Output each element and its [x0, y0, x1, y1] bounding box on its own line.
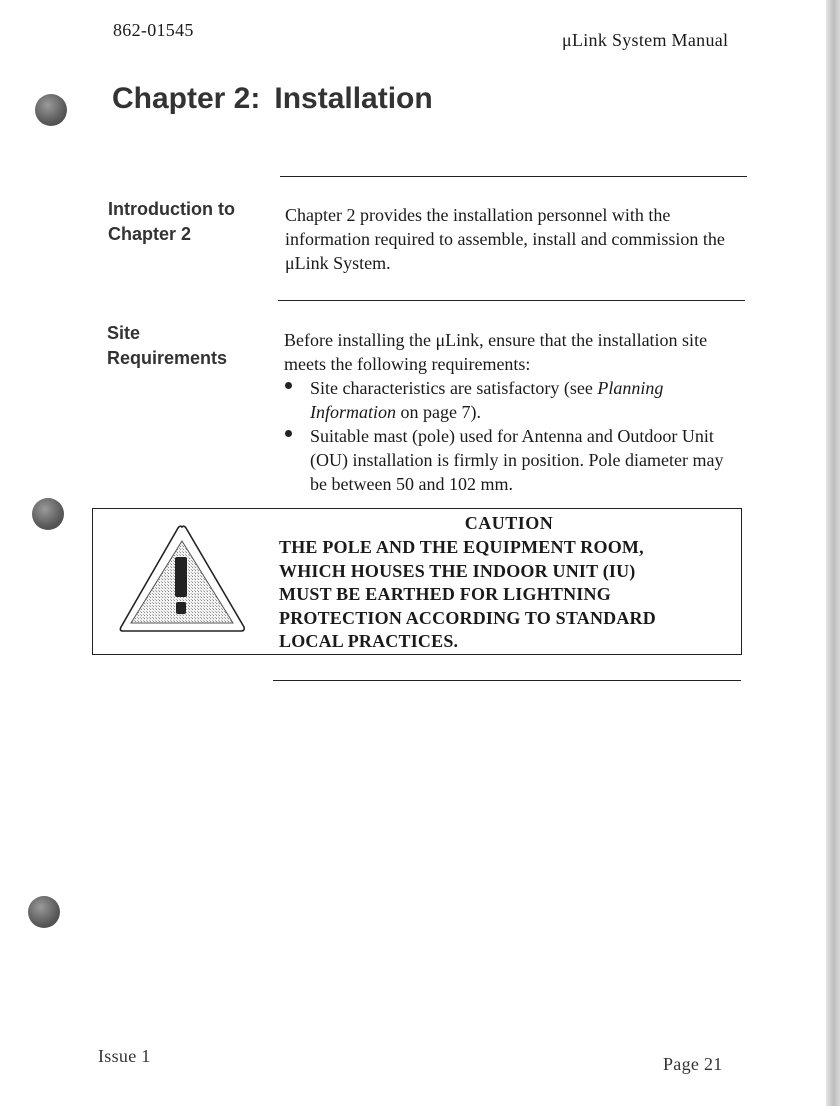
section-heading-site-requirements — [107, 321, 227, 371]
page-edge-shadow — [826, 0, 840, 1106]
punch-hole-top — [35, 94, 67, 126]
document-number: 862-01545 — [113, 20, 194, 40]
caution-box — [92, 508, 742, 655]
caution-text — [279, 536, 729, 654]
caution-line: PROTECTION ACCORDING TO STANDARD — [279, 607, 656, 628]
section-heading-line: Site — [107, 323, 141, 343]
caution-line: THE POLE AND THE EQUIPMENT ROOM, — [279, 537, 644, 557]
section-divider — [278, 300, 745, 301]
cross-reference-link: Planning Information — [310, 378, 664, 422]
site-requirements-intro: Before installing the μLink, ensure that the installation site meets the following requirements: — [284, 330, 708, 374]
section-divider — [273, 680, 741, 681]
bullet-icon — [285, 430, 292, 437]
chapter-title — [112, 82, 433, 116]
section-divider — [280, 176, 747, 177]
page-number: Page 21 — [663, 1054, 723, 1074]
punch-hole-bottom — [28, 896, 60, 928]
caution-line: LOCAL PRACTICES. — [279, 631, 459, 651]
section-heading-introduction — [108, 197, 235, 247]
list-item: Suitable mast (pole) used for Antenna and Outdoor Unit (OU) installation is firmly in position. Pole diameter may be between 50 and 102 mm. — [284, 424, 740, 496]
list-item: Site characteristics are satisfactory (see Planning Information on page 7). — [284, 376, 740, 424]
manual-title: μLink System Manual — [562, 30, 729, 50]
caution-line: WHICH HOUSES THE INDOOR UNIT (IU) — [279, 560, 636, 581]
section-heading-line: Chapter 2 — [108, 224, 192, 244]
caution-line: MUST BE EARTHED FOR LIGHTNING — [279, 584, 611, 604]
requirements-list — [284, 376, 740, 496]
punch-hole-middle — [32, 498, 64, 530]
chapter-name: Installation — [274, 82, 433, 115]
introduction-paragraph: Chapter 2 provides the installation personnel with the information required to assemble, install and commission the μLink System. — [285, 205, 725, 273]
issue-number: Issue 1 — [98, 1046, 151, 1066]
bullet-icon — [285, 382, 292, 389]
site-requirements-body — [284, 328, 740, 496]
caution-title: CAUTION — [464, 513, 554, 533]
warning-icon — [117, 519, 247, 637]
section-heading-line: Requirements — [107, 348, 228, 368]
section-heading-line: Introduction to — [108, 199, 235, 219]
chapter-label: Chapter 2: — [112, 82, 261, 115]
